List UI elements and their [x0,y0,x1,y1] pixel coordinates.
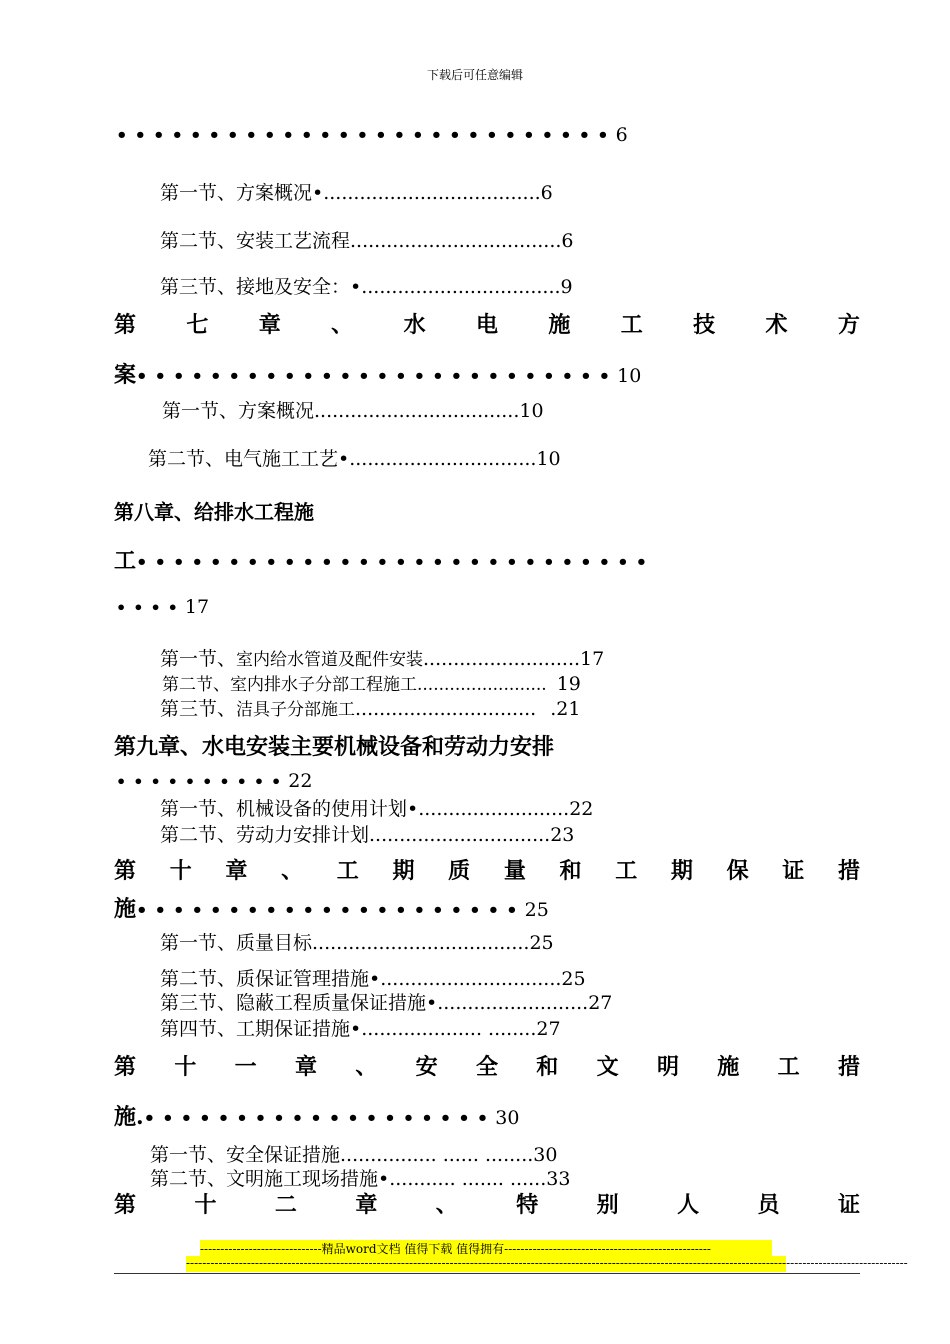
toc-section[interactable] [160,820,574,847]
toc-page-number: 23 [550,824,575,846]
chapter-char: 工 [615,858,638,884]
chapter-char: 、 [435,1192,458,1218]
toc-leader: •.................................... [312,182,541,204]
toc-leader: •••••••••••••••••••••••••• [136,366,618,387]
chapter-char: 第 [114,1192,137,1218]
toc-section-title: 第三节、接地及安全： [160,276,351,298]
toc-leader: .............................. [369,824,551,846]
toc-leader: •••••••••••••••••••••••••••• [136,552,655,573]
toc-chapter-heading[interactable]: 第九章、水电安装主要机械设备和劳动力安排 [114,734,555,760]
toc-section[interactable] [160,272,573,299]
toc-chapter-heading[interactable] [114,1188,860,1219]
toc-leader: •.............................. [369,968,562,990]
toc-section-title: 第一节、机械设备的使用计划 [160,798,408,820]
toc-chapter-tail[interactable] [114,544,654,575]
toc-page-number: 27 [536,1018,561,1040]
footer-banner-line2: ---------------------------------------------------------------------------------------------------------------------------------------------------------------------------------- [186,1256,908,1270]
chapter-char: 工 [620,312,643,338]
chapter-char: 别 [596,1192,619,1218]
chapter-char: 十 [194,1192,217,1218]
toc-chapter-heading[interactable] [114,854,860,885]
toc-section[interactable] [160,226,574,253]
toc-section-title: 第三节、隐蔽工程质量保证措施 [160,992,427,1014]
toc-section[interactable] [162,396,544,423]
toc-chapter-heading[interactable] [114,1050,860,1081]
toc-page-number: 22 [288,770,313,792]
toc-section-title: 第一节、 [160,648,237,670]
toc-page-number: 25 [561,968,586,990]
toc-section-title: 第二节、文明施工现场措施 [150,1168,379,1190]
chapter-char: 人 [677,1192,700,1218]
toc-section-title: 第一节、质量目标 [160,932,313,954]
chapter-tail-title: 工 [114,548,137,574]
chapter-char: 章 [294,1054,317,1080]
chapter-char: 技 [693,312,716,338]
chapter-char: 期 [670,858,693,884]
toc-page-number: 6 [540,182,553,204]
toc-section[interactable] [160,928,554,955]
toc-leader: •••• [116,598,185,617]
toc-section-title: 第二节、电气施工工艺 [148,448,339,470]
chapter-char: 措 [837,1054,860,1080]
toc-section-subtitle: 室内给水管道及配件安装 [236,650,424,670]
chapter-char: 全 [475,1054,498,1080]
toc-page-number: 17 [184,596,210,618]
toc-section[interactable] [160,178,553,205]
toc-section[interactable] [150,1140,557,1167]
chapter-char: 、 [355,1054,378,1080]
toc-leader: •......................... [426,992,589,1014]
chapter-char: 工 [777,1054,800,1080]
chapter-char: 施 [717,1054,740,1080]
chapter-char: 方 [837,312,860,338]
toc-section[interactable] [148,444,561,471]
toc-leader: ••••••••••••••••••• [143,1108,496,1129]
toc-section[interactable] [160,1014,561,1041]
toc-section-title: 第四节、工期保证措施 [160,1018,351,1040]
chapter-char: 水 [403,312,426,338]
toc-page-number: 22 [569,798,594,820]
chapter-char: 质 [448,858,471,884]
chapter-char: 工 [336,858,359,884]
chapter-char: 施 [548,312,571,338]
chapter-char: 和 [559,858,582,884]
chapter-char: 、 [331,312,354,338]
chapter-char: 安 [415,1054,438,1080]
toc-leader: •................................. [350,276,561,298]
toc-section[interactable] [160,794,593,821]
chapter-char: 员 [757,1192,780,1218]
chapter-char: 量 [503,858,526,884]
chapter-char: 章 [258,312,281,338]
toc-leader: .................................. [314,400,520,422]
toc-section-title: 第三节、 [160,698,237,720]
chapter-char: 措 [837,858,860,884]
chapter-char: 证 [837,1192,860,1218]
toc-leader-line [116,124,628,146]
toc-page-number: 19 [556,673,581,695]
toc-page-number: 25 [524,899,549,921]
toc-section-title: 第二节、劳动力安排计划 [160,824,370,846]
toc-leader: .............................. [355,698,537,720]
chapter-char: 第 [114,1054,137,1080]
toc-page-number: 6 [561,230,574,252]
toc-leader: •............................... [338,448,537,470]
chapter-char: 电 [475,312,498,338]
toc-leader: ••••••••••••••••••••••••••• [116,125,616,146]
chapter-char: 术 [765,312,788,338]
toc-section[interactable] [150,1164,570,1191]
toc-section[interactable] [160,988,612,1015]
chapter-char: 特 [516,1192,539,1218]
chapter-char: 十 [174,1054,197,1080]
toc-chapter-tail[interactable] [114,892,549,923]
chapter-char: 文 [596,1054,619,1080]
toc-leader: •......................... [407,798,570,820]
chapter-char: 十 [169,858,192,884]
toc-leader-line [116,596,209,618]
toc-page-number: 10 [617,365,642,387]
chapter-char: 章 [355,1192,378,1218]
toc-page-number: 25 [529,932,554,954]
toc-page-number: 27 [588,992,613,1014]
chapter-tail-title: 案 [114,362,137,388]
toc-page-number: .21 [550,698,581,720]
toc-section-title: 第一节、方案概况 [160,182,313,204]
chapter-tail-title: 施. [114,1104,144,1130]
toc-page-number: 30 [533,1144,558,1166]
chapter-char: 第 [114,858,137,884]
toc-page-number: 17 [580,648,605,670]
toc-page-number: 10 [519,400,544,422]
footer-banner-line1: ------------------------------精品word文档 值得下载 值得拥有--------------------------------------------------- [200,1240,772,1256]
toc-leader: ........................ [417,675,547,695]
toc-section-subtitle: 洁具子分部施工 [236,700,356,720]
toc-section[interactable] [160,644,604,671]
footer-rule [114,1273,860,1274]
toc-page-number: 10 [536,448,561,470]
toc-section-title: 第二节、安装工艺流程 [160,230,351,252]
toc-section[interactable] [160,964,586,991]
toc-page-number: 6 [615,124,628,146]
toc-section-subtitle: 室内排水子分部工程施工 [230,675,417,695]
toc-section[interactable] [160,694,580,721]
toc-leader: ................ ...... ........ [340,1144,534,1166]
toc-leader: •........... ....... ...... [378,1168,547,1190]
chapter-tail-title: 施 [114,896,137,922]
toc-section-title: 第一节、方案概况 [162,400,315,422]
toc-chapter-tail[interactable] [114,358,641,389]
chapter-char: 章 [225,858,248,884]
toc-leader: .................................... [312,932,530,954]
chapter-char: 第 [114,312,137,338]
toc-section-title: 第二节、 [162,675,230,695]
chapter-char: 和 [536,1054,559,1080]
toc-chapter-heading[interactable]: 第八章、给排水工程施 [114,500,314,524]
toc-leader: ................................... [350,230,562,252]
page-header: 下载后可任意编辑 [426,68,523,82]
toc-page-number: 33 [546,1168,571,1190]
toc-chapter-tail[interactable] [114,1100,519,1131]
chapter-char: 保 [726,858,749,884]
chapter-char: 证 [782,858,805,884]
chapter-char: 七 [186,312,209,338]
toc-page-number: 30 [495,1107,520,1129]
chapter-char: 一 [234,1054,257,1080]
toc-section-title: 第二节、质保证管理措施 [160,968,370,990]
chapter-char: 、 [281,858,304,884]
toc-leader-line [116,770,312,792]
chapter-char: 期 [392,858,415,884]
toc-section-title: 第一节、安全保证措施 [150,1144,341,1166]
chapter-char: 明 [656,1054,679,1080]
toc-page-number: 9 [560,276,573,298]
chapter-char: 二 [274,1192,297,1218]
toc-leader: •.................... ........ [350,1018,537,1040]
toc-leader: ••••••••••••••••••••• [136,900,525,921]
toc-chapter-heading[interactable] [114,308,860,339]
toc-leader: .......................... [423,648,581,670]
toc-section[interactable] [162,670,581,695]
toc-leader: •••••••••• [116,772,289,791]
